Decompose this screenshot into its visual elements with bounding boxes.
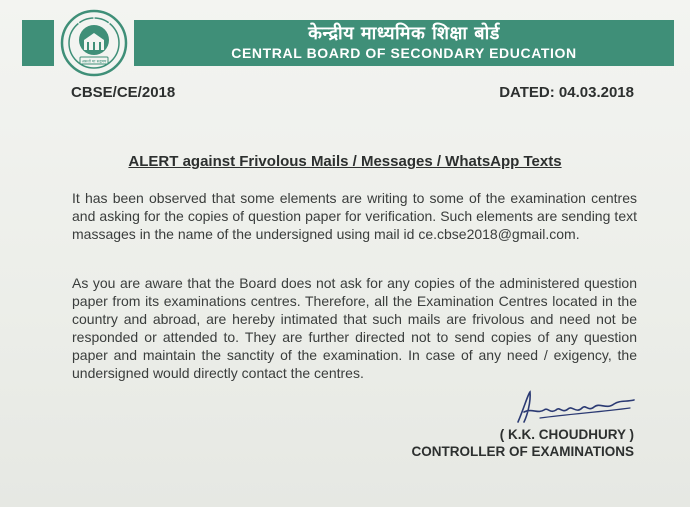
date-line: DATED: 04.03.2018 [499, 84, 634, 101]
header-band-left [22, 20, 54, 66]
signature-icon [510, 388, 640, 428]
signatory-name: ( K.K. CHOUDHURY ) [499, 427, 634, 442]
signatory-designation: CONTROLLER OF EXAMINATIONS [411, 444, 634, 459]
board-name-hindi: केन्द्रीय माध्यमिक शिक्षा बोर्ड [308, 23, 500, 44]
paragraph-2: As you are aware that the Board does not ask for any copies of the administered question paper from its examinations centres. Therefore, all the Examination Centres located in the country and abroad, are hereby intimated that such mails are frivolous and need not be responded or attended to. They are further directed not to send copies of any question paper and maintain the sanctity of the examination. In case of any need / exigency, the undersigned would directly contact the centres. [72, 275, 637, 381]
board-name-english: CENTRAL BOARD OF SECONDARY EDUCATION [231, 45, 577, 61]
logo-motto: असतो मा सद्गमय [81, 58, 107, 64]
reference-number: CBSE/CE/2018 [71, 84, 176, 101]
subject-heading: ALERT against Frivolous Mails / Messages / WhatsApp Texts [128, 153, 562, 170]
cbse-logo-icon [60, 9, 128, 77]
paragraph-1: It has been observed that some elements are writing to some of the examination centres and asking for the copies of question paper for verification. Such elements are sending text massages in the name of the undersigned using mail id ce.cbse2018@gmail.com. [72, 190, 637, 242]
